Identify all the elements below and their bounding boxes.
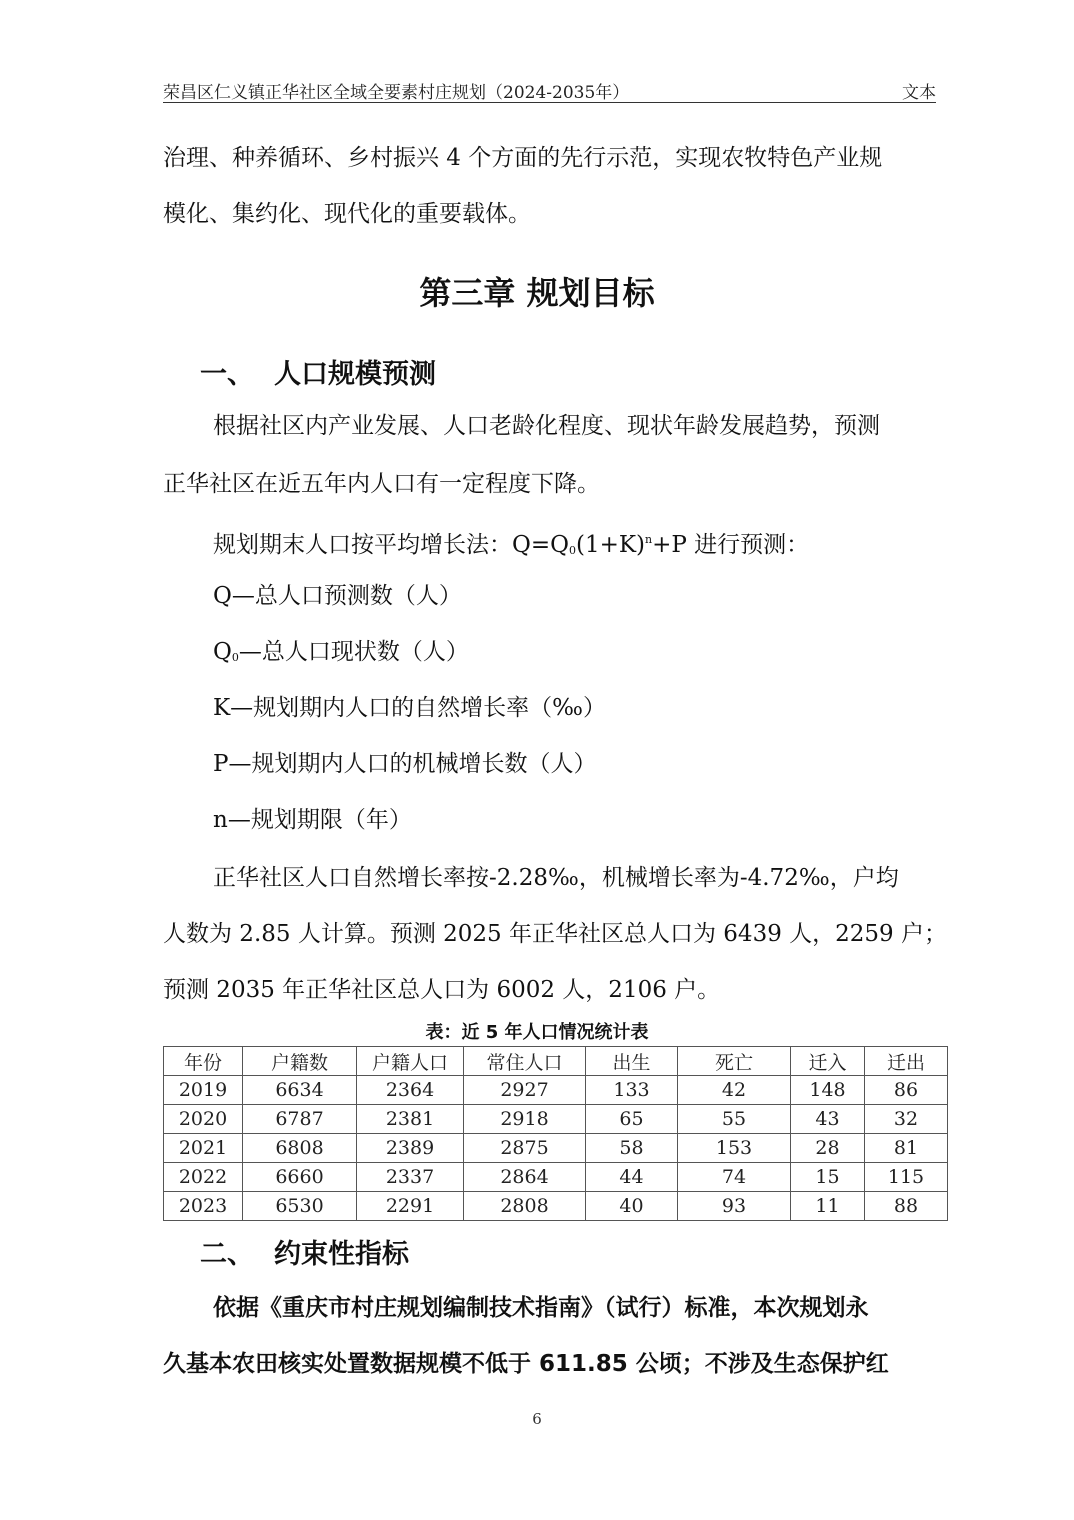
table-cell: 15 <box>791 1163 865 1192</box>
table-cell: 40 <box>586 1192 678 1221</box>
table-cell: 11 <box>791 1192 865 1221</box>
table-cell: 2022 <box>164 1163 243 1192</box>
definition-p: P—规划期内人口的机械增长数（人） <box>213 751 597 777</box>
page-number: 6 <box>532 1410 542 1428</box>
intro-line-1: 治理、种养循环、乡村振兴 4 个方面的先行示范，实现农牧特色产业规 <box>163 145 883 171</box>
paragraph-line: 正华社区人口自然增长率按-2.28‰，机械增长率为-4.72‰，户均 <box>213 865 899 891</box>
section-number: 二、 <box>200 1239 254 1270</box>
header-cell: 常住人口 <box>464 1047 586 1076</box>
table-cell: 93 <box>678 1192 791 1221</box>
table-cell: 2864 <box>464 1163 586 1192</box>
table-cell: 133 <box>586 1076 678 1105</box>
table-cell: 81 <box>865 1134 948 1163</box>
document-title: 荣昌区仁义镇正华社区全域全要素村庄规划（2024-2035年） <box>163 83 630 103</box>
formula-text: (1+K) <box>575 532 646 558</box>
formula-subscript: 0 <box>568 544 576 557</box>
header-cell: 迁出 <box>865 1047 948 1076</box>
header-cell: 迁入 <box>791 1047 865 1076</box>
section-heading-1 <box>200 352 436 391</box>
formula-text: 规划期末人口按平均增长法：Q=Q <box>213 532 569 558</box>
header-cell: 死亡 <box>678 1047 791 1076</box>
page-header <box>163 76 936 103</box>
paragraph-line: 依据《重庆市村庄规划编制技术指南》（试行）标准，本次规划永 <box>213 1295 869 1321</box>
chapter-title: 第三章 规划目标 <box>419 274 655 312</box>
table-row <box>164 1105 948 1134</box>
table-cell: 148 <box>791 1076 865 1105</box>
table-cell: 2927 <box>464 1076 586 1105</box>
table-cell: 32 <box>865 1105 948 1134</box>
table-cell: 74 <box>678 1163 791 1192</box>
table-cell: 6634 <box>243 1076 357 1105</box>
table-cell: 153 <box>678 1134 791 1163</box>
formula-text: +P 进行预测： <box>652 532 810 558</box>
definition-n: n—规划期限（年） <box>213 807 412 833</box>
formula-superscript: n <box>645 533 653 546</box>
table-cell: 2291 <box>357 1192 464 1221</box>
table-cell: 28 <box>791 1134 865 1163</box>
table-cell: 2808 <box>464 1192 586 1221</box>
definition-subscript: 0 <box>231 651 239 664</box>
definition-text: —总人口现状数（人） <box>238 639 469 665</box>
paragraph-line: 久基本农田核实处置数据规模不低于 611.85 公顷；不涉及生态保护红 <box>163 1351 889 1377</box>
table-cell: 86 <box>865 1076 948 1105</box>
table-cell: 65 <box>586 1105 678 1134</box>
table-cell: 2337 <box>357 1163 464 1192</box>
header-cell: 户籍数 <box>243 1047 357 1076</box>
table-row <box>164 1192 948 1221</box>
header-label: 文本 <box>902 83 936 103</box>
table-cell: 2389 <box>357 1134 464 1163</box>
table-caption: 表：近 5 年人口情况统计表 <box>425 1022 649 1043</box>
definition-q: Q—总人口预测数（人） <box>213 583 462 609</box>
table-cell: 58 <box>586 1134 678 1163</box>
table-cell: 2023 <box>164 1192 243 1221</box>
population-table <box>163 1046 948 1221</box>
section-heading-2 <box>200 1232 409 1271</box>
definition-k: K—规划期内人口的自然增长率（‰） <box>213 695 607 721</box>
header-cell: 出生 <box>586 1047 678 1076</box>
table-cell: 43 <box>791 1105 865 1134</box>
table-cell: 2019 <box>164 1076 243 1105</box>
table-cell: 2918 <box>464 1105 586 1134</box>
table-cell: 55 <box>678 1105 791 1134</box>
table-cell: 2364 <box>357 1076 464 1105</box>
table-cell: 2020 <box>164 1105 243 1134</box>
table-header-row <box>164 1047 948 1076</box>
section-title: 约束性指标 <box>274 1239 409 1270</box>
table-cell: 6787 <box>243 1105 357 1134</box>
table-cell: 6808 <box>243 1134 357 1163</box>
paragraph-line: 预测 2035 年正华社区总人口为 6002 人，2106 户。 <box>163 977 721 1003</box>
header-cell: 年份 <box>164 1047 243 1076</box>
table-cell: 115 <box>865 1163 948 1192</box>
table-cell: 88 <box>865 1192 948 1221</box>
table-cell: 6660 <box>243 1163 357 1192</box>
table-row <box>164 1134 948 1163</box>
intro-line-2: 模化、集约化、现代化的重要载体。 <box>163 201 531 227</box>
paragraph-line: 正华社区在近五年内人口有一定程度下降。 <box>163 471 600 497</box>
section-title: 人口规模预测 <box>274 359 436 390</box>
paragraph-line: 根据社区内产业发展、人口老龄化程度、现状年龄发展趋势，预测 <box>213 413 880 439</box>
table-cell: 2021 <box>164 1134 243 1163</box>
table-cell: 44 <box>586 1163 678 1192</box>
table-row <box>164 1076 948 1105</box>
table-cell: 42 <box>678 1076 791 1105</box>
header-cell: 户籍人口 <box>357 1047 464 1076</box>
definition-q0 <box>163 624 947 686</box>
table-cell: 6530 <box>243 1192 357 1221</box>
paragraph-line: 人数为 2.85 人计算。预测 2025 年正华社区总人口为 6439 人，2259 户； <box>163 921 947 947</box>
section-number: 一、 <box>200 359 254 390</box>
definition-text: Q <box>213 639 232 665</box>
table-cell: 2875 <box>464 1134 586 1163</box>
table-row <box>164 1163 948 1192</box>
table-cell: 2381 <box>357 1105 464 1134</box>
